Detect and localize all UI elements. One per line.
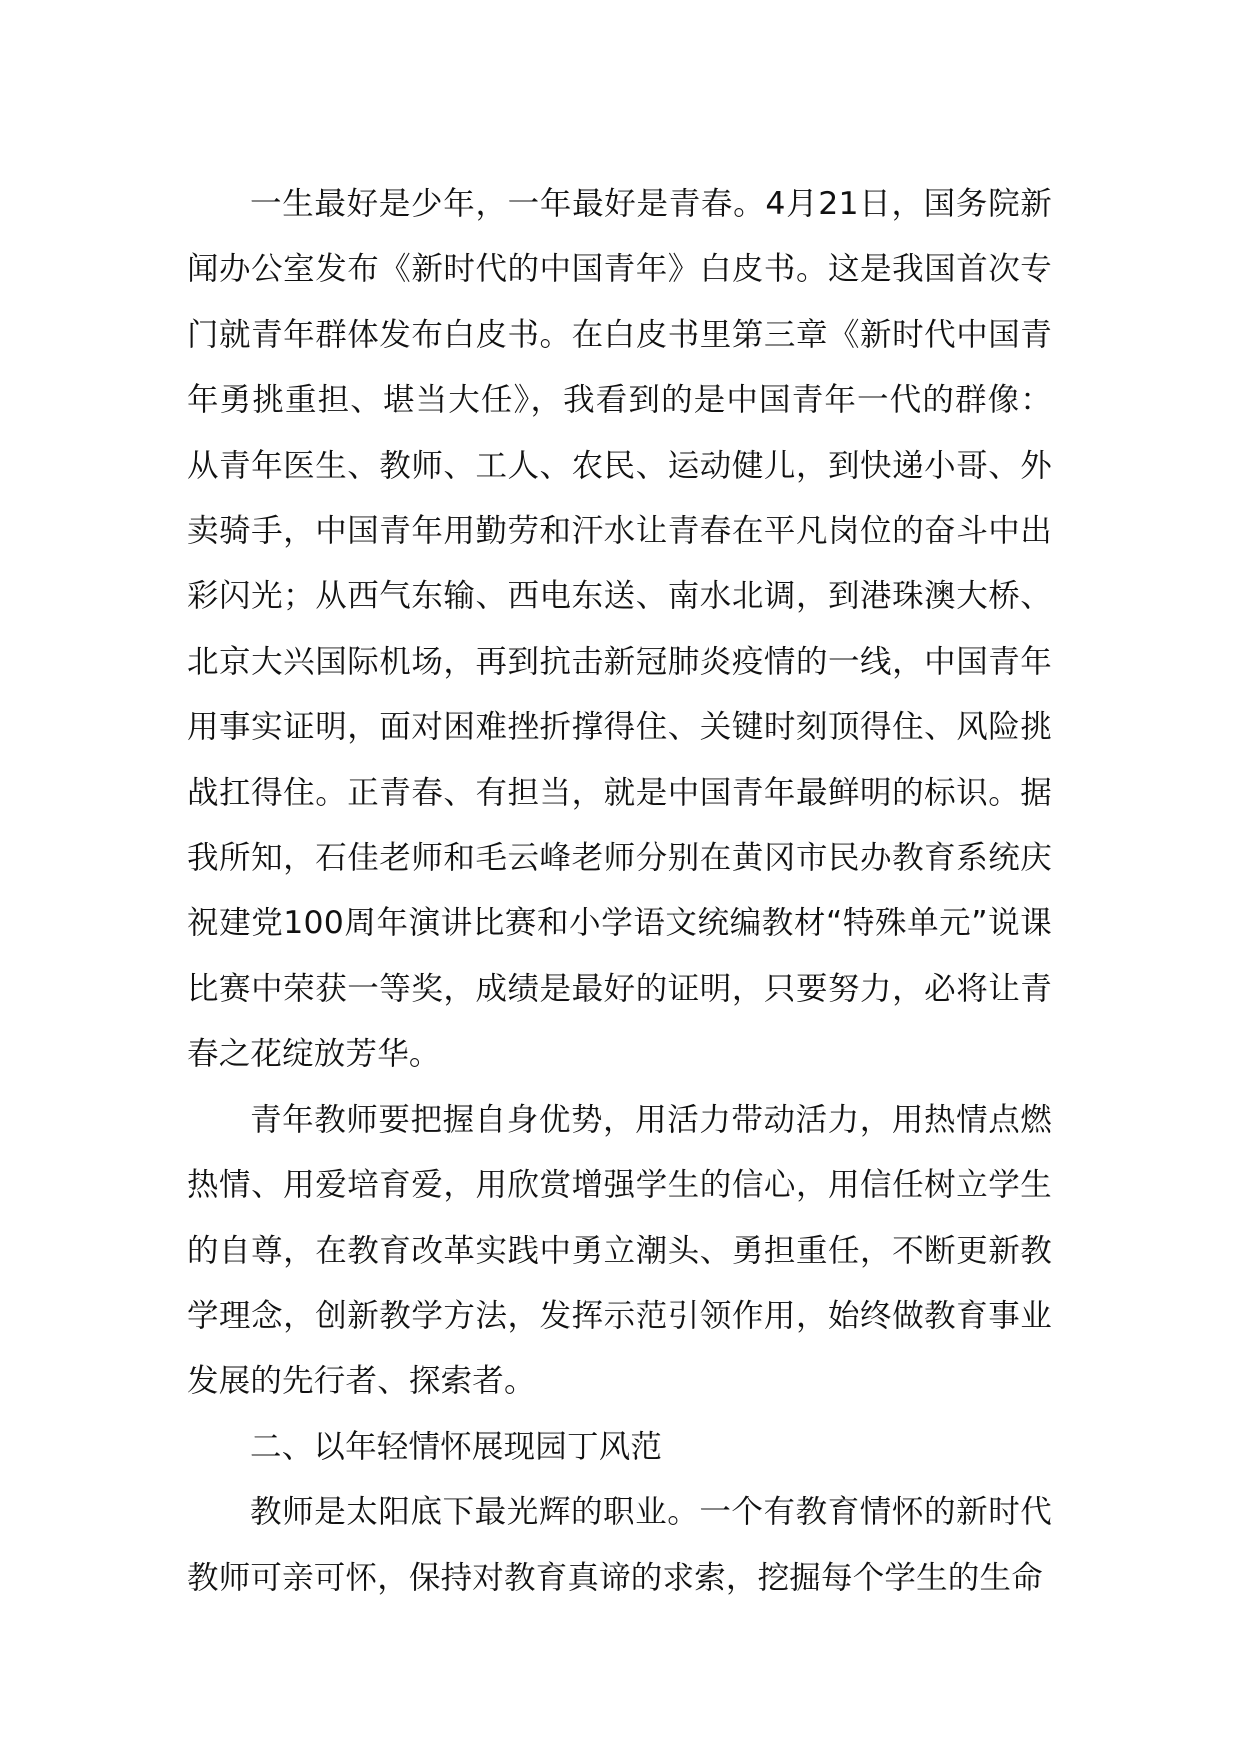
paragraph-youth-whitepaper: 一生最好是少年，一年最好是青春。4月21日，国务院新闻办公室发布《新时代的中国青年》白皮书。这是我国首次专门就青年群体发布白皮书。在白皮书里第三章《新时代中国青年勇挑重担、堪当大任》，我看到的是中国青年一代的群像：从青年医生、教师、工人、农民、运动健儿，到快递小哥、外卖骑手，中国青年用勤劳和汗水让青春在平凡岗位的奋斗中出彩闪光；从西气东输、西电东送、南水北调，到港珠澳大桥、北京大兴国际机场，再到抗击新冠肺炎疫情的一线，中国青年用事实证明，面对困难挫折撑得住、关键时刻顶得住、风险挑战扛得住。正青春、有担当，就是中国青年最鲜明的标识。据我所知，石佳老师和毛云峰老师分别在黄冈市民办教育系统庆祝建党100周年演讲比赛和小学语文统编教材“特殊单元”说课比赛中荣获一等奖，成绩是最好的证明，只要努力，必将让青春之花绽放芳华。 xyxy=(187,186,1052,1073)
section-heading: 二、以年轻情怀展现园丁风范 xyxy=(250,1428,663,1465)
paragraph-teacher-profession: 教师是太阳底下最光辉的职业。一个有教育情怀的新时代教师可亲可怀，保持对教育真谛的求索，挖掘每个学生的生命 xyxy=(187,1494,1052,1596)
body-text xyxy=(187,172,1052,1611)
paragraph-young-teachers: 青年教师要把握自身优势，用活力带动活力，用热情点燃热情、用爱培育爱，用欣赏增强学生的信心，用信任树立学生的自尊，在教育改革实践中勇立潮头、勇担重任，不断更新教学理念，创新教学方法，发挥示范引领作用，始终做教育事业发展的先行者、探索者。 xyxy=(187,1101,1052,1400)
